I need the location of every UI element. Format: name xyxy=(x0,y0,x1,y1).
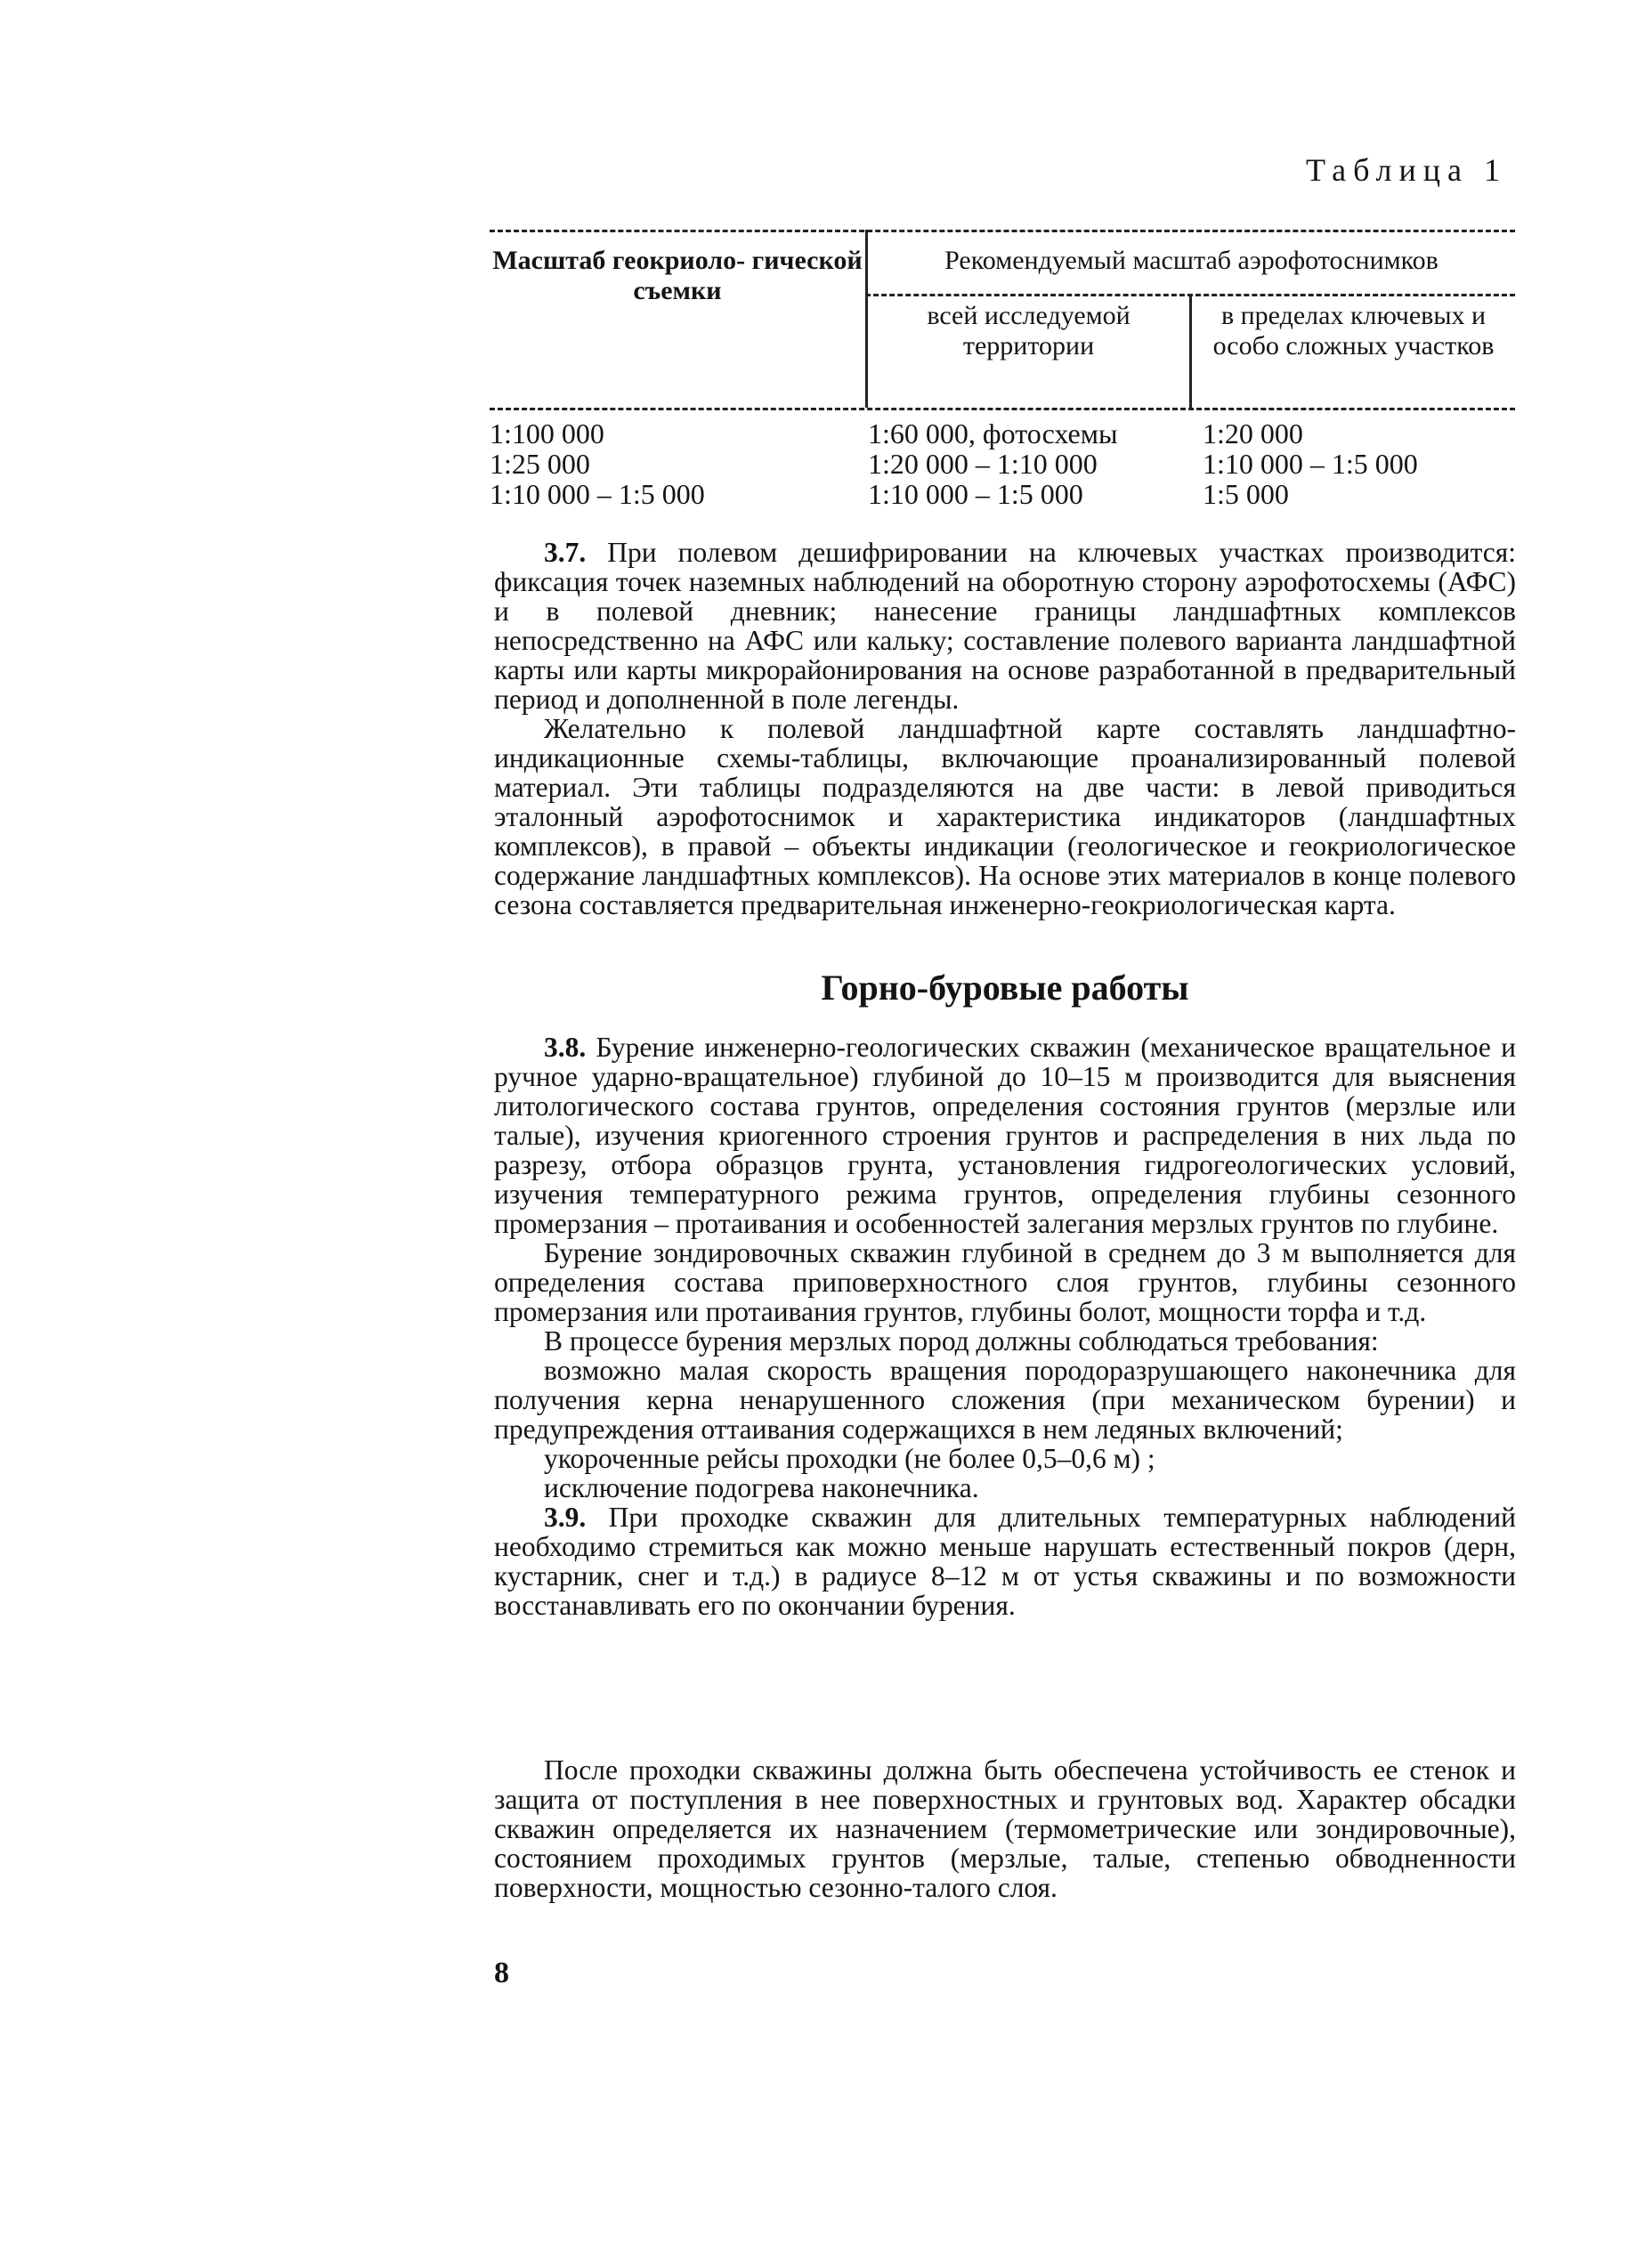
table-header-rule xyxy=(490,408,1515,410)
paragraph-3-7-cont: Желательно к полевой ландшафтной карте составлять ландшафтно-индикационные схемы-таблицы, включающие проанализированный полевой материал. Эти таблицы подразделяются на две части: в левой приводиться эталонный аэрофотоснимок и характеристика индикаторов (ландшафтных комплексов), в правой – объекты индикации (геологическое и геокриологическое содержание ландшафтных комплексов). На основе этих материалов в конце полевого сезона составляется предварительная инженерно-геокриологическая карта. xyxy=(494,713,1516,920)
paragraph-3-7 xyxy=(494,538,1516,714)
header-survey-scale: Масштаб геокриоло- гической съемки xyxy=(492,246,863,305)
requirement-item: возможно малая скорость вращения породоразрушающего наконечника для получения керна ненарушенного сложения (при механическом бурении) и предупреждения оттаивания содержащихся в нем ледяных включений; xyxy=(494,1355,1516,1445)
clause-number: 3.9. xyxy=(544,1502,587,1533)
paragraph-casing: После проходки скважины должна быть обеспечена устойчивость ее стенок и защита от поступления в нее поверхностных и грунтовых вод. Характер обсадки скважин определяется их назначением (термометрические или зондировочные), состоянием проходимых грунтов (мерзлые, талые, степенью обводненности поверхности, мощностью сезонно-талого слоя. xyxy=(494,1754,1516,1903)
header-whole-territory: всей исследуемой территории xyxy=(927,301,1131,360)
cell-key-areas: 1:10 000 – 1:5 000 xyxy=(1203,448,1418,480)
cell-survey-scale: 1:100 000 xyxy=(490,417,604,450)
cell-survey-scale: 1:25 000 xyxy=(490,448,590,480)
table-row xyxy=(490,449,1515,479)
section-heading: Горно-буровые работы xyxy=(821,968,1189,1008)
header-key-areas: в пределах ключевых и особо сложных участков xyxy=(1212,301,1495,360)
page-number: 8 xyxy=(494,1956,509,1989)
requirement-item: укороченные рейсы проходки (не более 0,5–0,6 м) ; xyxy=(544,1443,1155,1474)
cell-whole-territory: 1:10 000 – 1:5 000 xyxy=(868,478,1083,510)
header-recommended-scale: Рекомендуемый масштаб аэрофотоснимков xyxy=(944,246,1439,275)
paragraph-3-8-probing: Бурение зондировочных скважин глубиной в среднем до 3 м выполняется для определения состава приповерхностного слоя грунтов, глубины сезонного промерзания или протаивания грунтов, глубины болот, мощности торфа и т.д. xyxy=(494,1237,1516,1327)
clause-number: 3.7. xyxy=(544,537,587,568)
cell-key-areas: 1:20 000 xyxy=(1203,417,1303,450)
section-casing xyxy=(494,1755,1516,1902)
table-row xyxy=(490,479,1515,509)
requirement-item: исключение подогрева наконечника. xyxy=(544,1472,979,1503)
cell-whole-territory: 1:60 000, фотосхемы xyxy=(868,417,1118,450)
cell-key-areas: 1:5 000 xyxy=(1203,478,1289,510)
table-caption: Таблица 1 xyxy=(1306,152,1507,188)
section-3-7 xyxy=(494,538,1516,919)
cell-survey-scale: 1:10 000 – 1:5 000 xyxy=(490,478,705,510)
paragraph-text: При полевом дешифрировании на ключевых участках производится: фиксация точек наземных наблюдений на оборотную сторону аэрофотосхемы (АФС) и в полевой дневник; нанесение границы ландшафтных комплексов непосредственно на АФС или кальку; составление полевого варианта ландшафтной карты или карты микрорайонирования на основе разработанной в предварительный период и дополненной в поле легенды. xyxy=(494,537,1516,715)
paragraph-3-8 xyxy=(494,1033,1516,1238)
paragraph-text: При проходке скважин для длительных температурных наблюдений необходимо стремиться как можно меньше нарушать естественный покров (дерн, кустарник, снег и т.д.) в радиусе 8–12 м от устья скважины и по возможности восстанавливать его по окончании бурения. xyxy=(494,1502,1517,1621)
cell-whole-territory: 1:20 000 – 1:10 000 xyxy=(868,448,1098,480)
paragraph-3-8-requirements: В процессе бурения мерзлых пород должны соблюдаться требования: xyxy=(544,1325,1379,1357)
table-body xyxy=(490,418,1515,509)
clause-number: 3.8. xyxy=(544,1032,587,1063)
section-3-8 xyxy=(494,1033,1516,1620)
table-row xyxy=(490,418,1515,449)
paragraph-text: Бурение инженерно-геологических скважин (механическое вращательное и ручное ударно-вращательное) глубиной до 10–15 м производится для выяснения литологического состава грунтов, определения состояния грунтов (мерзлые или талые), изучения криогенного строения грунтов и распределения в них льда по разрезу, отбора образцов грунта, установления гидрогеологических условий, изучения температурного режима грунтов, определения глубины сезонного промерзания – протаивания и особенностей залегания мерзлых грунтов по глубине. xyxy=(494,1032,1516,1239)
paragraph-3-9 xyxy=(494,1503,1516,1620)
table-top-rule xyxy=(490,230,1515,232)
